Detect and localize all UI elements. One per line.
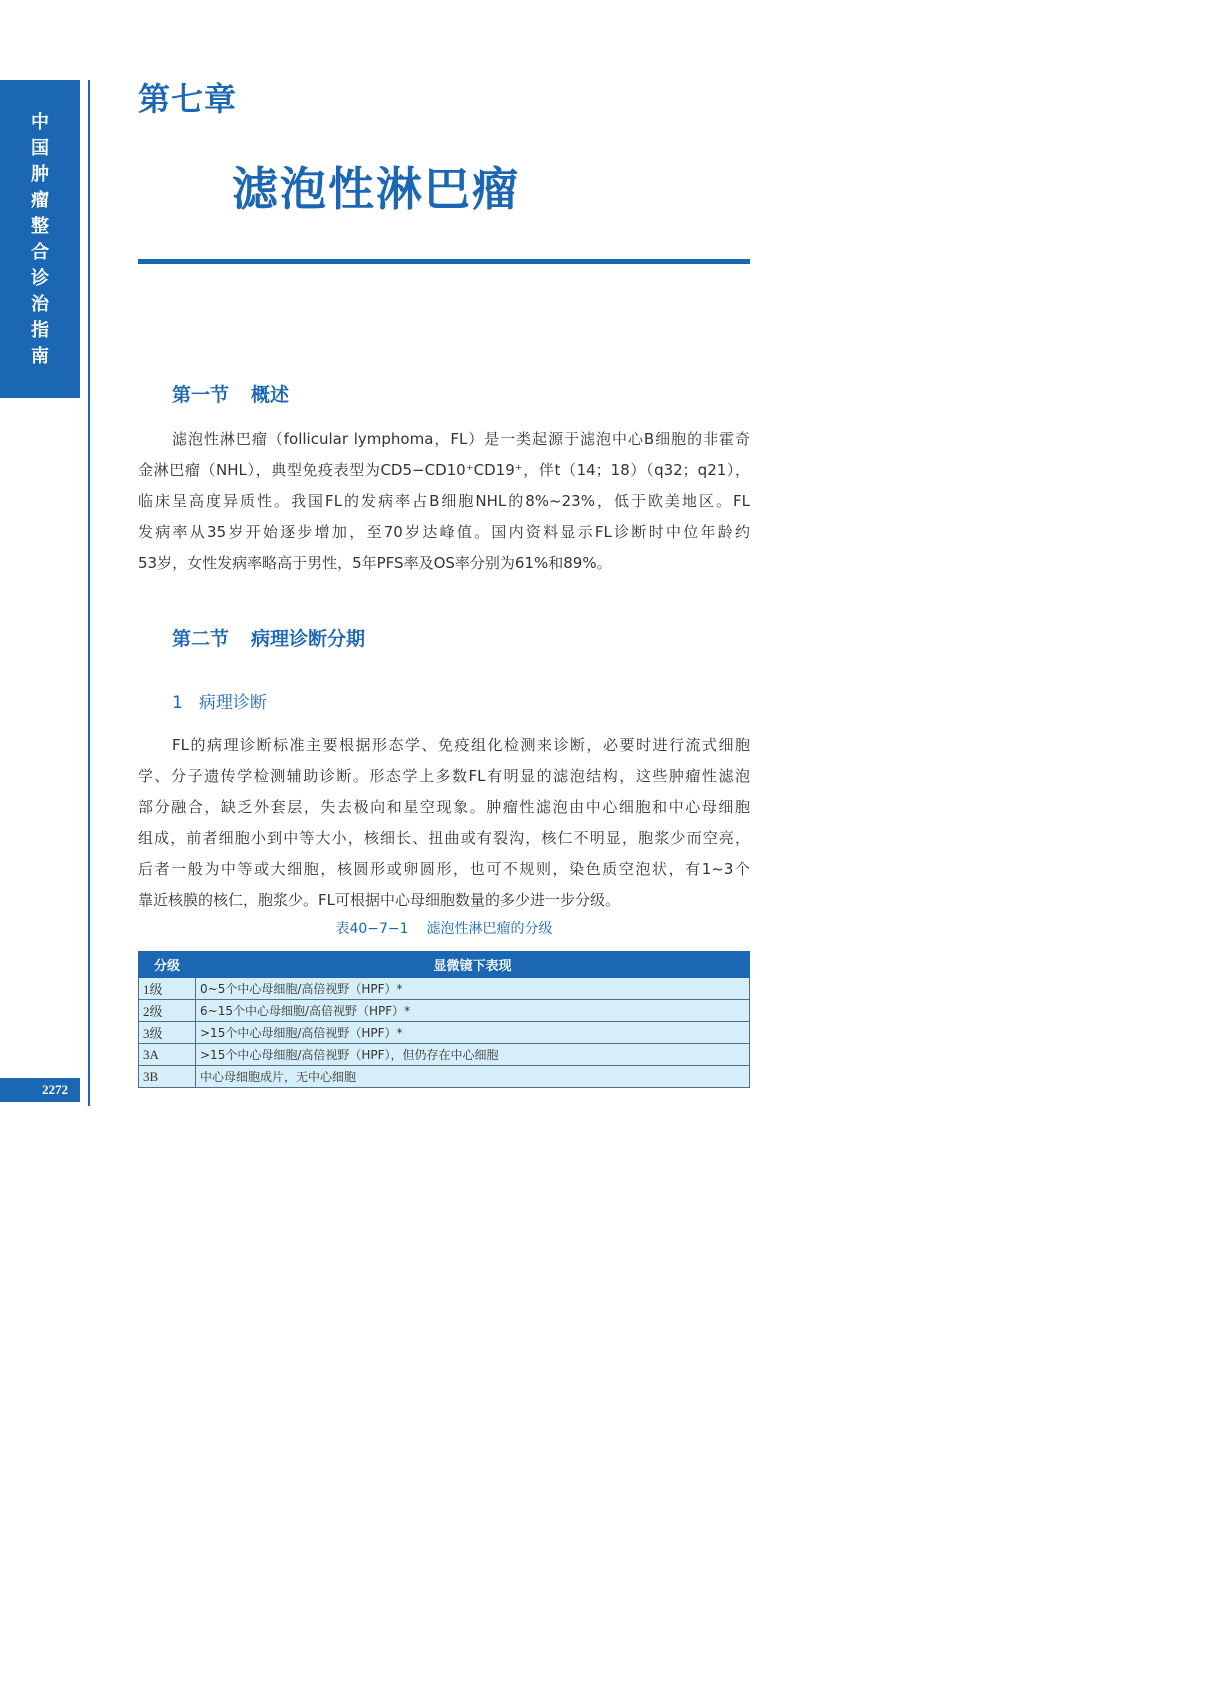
table-header-row xyxy=(139,952,750,978)
paragraph-line: FL的病理诊断标准主要根据形态学、免疫组化检测来诊断，必要时进行流式细胞 xyxy=(172,736,750,754)
subsection-number: 1 xyxy=(172,693,183,713)
paragraph-line: 53岁，女性发病率略高于男性，5年PFS率及OS率分别为61%和89%。 xyxy=(138,554,612,572)
table-row xyxy=(139,1066,750,1088)
grade-cell: 3级 xyxy=(139,1022,196,1044)
grading-table xyxy=(138,951,750,1088)
overview-paragraph xyxy=(138,424,750,579)
grade-cell: 2级 xyxy=(139,1000,196,1022)
book-title-char: 肿 xyxy=(31,164,49,185)
paragraph-line: 学、分子遗传学检测辅助诊断。形态学上多数FL有明显的滤泡结构，这些肿瘤性滤泡 xyxy=(138,767,750,785)
subsection-heading xyxy=(172,688,267,713)
book-title-char: 南 xyxy=(31,346,49,367)
section-heading xyxy=(172,624,365,651)
grade-cell: 1级 xyxy=(139,978,196,1000)
paragraph-line: 靠近核膜的核仁，胞浆少。FL可根据中心母细胞数量的多少进一步分级。 xyxy=(138,891,620,909)
subsection-title: 病理诊断 xyxy=(198,693,267,713)
book-title-char: 指 xyxy=(31,320,49,341)
chapter-label: 第七章 xyxy=(138,80,238,118)
table-title: 滤泡性淋巴瘤的分级 xyxy=(426,921,553,937)
book-title-char: 中 xyxy=(31,112,49,133)
section-heading xyxy=(172,380,289,407)
book-title-char: 治 xyxy=(31,294,49,315)
paragraph-line: 部分融合，缺乏外套层，失去极向和星空现象。肿瘤性滤泡由中心细胞和中心母细胞 xyxy=(138,798,750,816)
paragraph-line: 后者一般为中等或大细胞，核圆形或卵圆形，也可不规则，染色质空泡状，有1~3个 xyxy=(138,860,750,878)
paragraph-line: 发病率从35岁开始逐步增加，至70岁达峰值。国内资料显示FL诊断时中位年龄约 xyxy=(138,523,750,541)
book-title-char: 瘤 xyxy=(31,190,49,211)
description-cell: 0~5个中心母细胞/高倍视野（HPF）* xyxy=(196,978,750,1000)
pathology-paragraph xyxy=(138,730,750,916)
column-header-grade: 分级 xyxy=(139,952,196,978)
book-title-char: 国 xyxy=(31,138,49,159)
section-title: 概述 xyxy=(251,384,290,406)
table-number: 表40−7−1 xyxy=(335,921,409,937)
table-row xyxy=(139,1000,750,1022)
paragraph-line: 临床呈高度异质性。我国FL的发病率占B细胞NHL的8%~23%，低于欧美地区。FL xyxy=(138,492,750,510)
section-number: 第二节 xyxy=(172,628,230,650)
column-header-microscopy: 显微镜下表现 xyxy=(196,952,750,978)
paragraph-line: 组成，前者细胞小到中等大小，核细长、扭曲或有裂沟，核仁不明显，胞浆少而空亮， xyxy=(138,829,750,847)
book-title-char: 合 xyxy=(31,242,49,263)
description-cell: 中心母细胞成片，无中心细胞 xyxy=(196,1066,750,1088)
book-title-char: 整 xyxy=(31,216,49,237)
paragraph-line: 滤泡性淋巴瘤（follicular lymphoma，FL）是一类起源于滤泡中心B细胞的非霍奇 xyxy=(172,430,750,448)
paragraph-line: 金淋巴瘤（NHL），典型免疫表型为CD5−CD10⁺CD19⁺，伴t（14；18）（q32；q21）， xyxy=(138,461,750,479)
table-row xyxy=(139,1022,750,1044)
description-cell: 6~15个中心母细胞/高倍视野（HPF）* xyxy=(196,1000,750,1022)
margin-rule xyxy=(88,80,90,1106)
grade-cell: 3B xyxy=(139,1066,196,1088)
book-title-char: 诊 xyxy=(31,268,49,289)
book-title-vertical xyxy=(0,110,80,370)
description-cell: >15个中心母细胞/高倍视野（HPF），但仍存在中心细胞 xyxy=(196,1044,750,1066)
chapter-divider xyxy=(138,259,750,264)
table-row xyxy=(139,1044,750,1066)
description-cell: >15个中心母细胞/高倍视野（HPF）* xyxy=(196,1022,750,1044)
page-number: 2272 xyxy=(0,1078,80,1102)
section-number: 第一节 xyxy=(172,384,230,406)
table-caption xyxy=(138,918,750,938)
grade-cell: 3A xyxy=(139,1044,196,1066)
section-title: 病理诊断分期 xyxy=(251,628,366,650)
chapter-title: 滤泡性淋巴瘤 xyxy=(232,162,520,216)
table-row xyxy=(139,978,750,1000)
